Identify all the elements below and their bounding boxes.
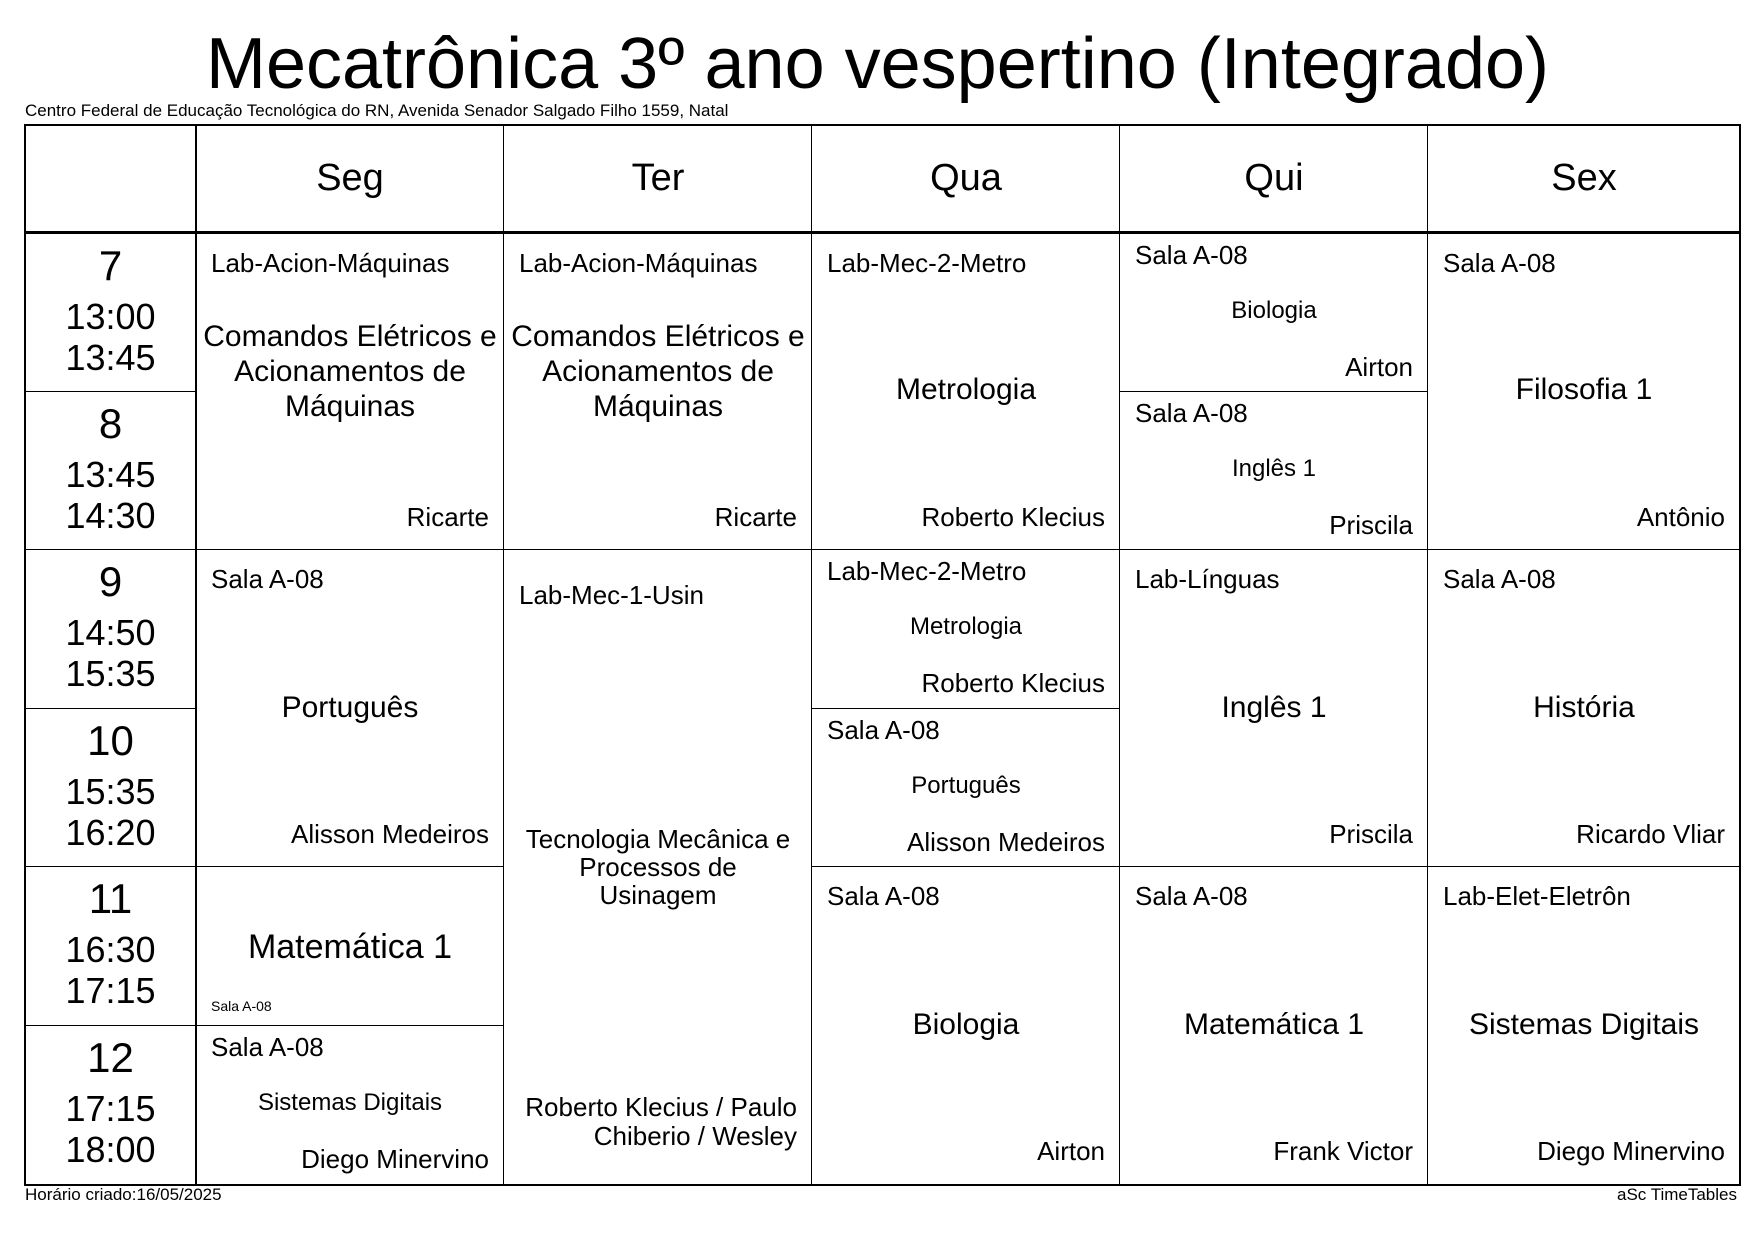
period-start: 16:30 [65,929,156,970]
lesson-subject: Biologia [912,1008,1020,1041]
lesson-cell[interactable] [1120,392,1428,549]
period-start: 14:50 [65,612,156,653]
lesson-room: Lab-Acion-Máquinas [519,248,758,278]
day-header-seg: Seg [316,156,384,199]
lesson-room: Sala A-08 [1135,398,1248,428]
lesson-teacher: Roberto Klecius [921,502,1105,532]
lesson-subject: Matemática 1 [1183,1008,1365,1041]
lesson-subject: Filosofia 1 [1515,373,1653,406]
period-end: 18:00 [65,1129,156,1170]
period-number: 8 [98,400,123,447]
day-header-sex: Sex [1551,156,1617,199]
lesson-subject: Tecnologia Mecânica e Processos de Usinagem [525,824,791,910]
lesson-cell[interactable] [1120,234,1428,391]
lesson-cell[interactable] [812,867,1120,1184]
lesson-teacher: Roberto Klecius / Paulo Chiberio / Wesley [525,1092,797,1151]
lesson-room: Lab-Mec-1-Usin [519,580,704,610]
lesson-subject: Sistemas Digitais [257,1089,443,1116]
lesson-room: Sala A-08 [827,715,940,745]
lesson-subject: Inglês 1 [1231,455,1317,482]
lesson-teacher: Airton [1345,352,1413,382]
lesson-cell[interactable] [812,709,1120,866]
period-end: 17:15 [65,970,156,1011]
period-7 [25,234,196,378]
period-10 [25,709,196,853]
lesson-cell[interactable] [504,550,812,1184]
lesson-room: Sala A-08 [211,564,324,594]
period-number: 9 [98,558,123,605]
lesson-teacher: Ricardo Vliar [1576,819,1725,849]
lesson-cell[interactable] [196,550,504,866]
lesson-subject: História [1533,691,1635,724]
lesson-teacher: Frank Victor [1273,1136,1413,1166]
period-start: 13:00 [65,296,156,337]
lesson-cell[interactable] [504,234,812,549]
lesson-teacher: Airton [1037,1136,1105,1166]
lesson-cell[interactable] [1428,234,1740,549]
lesson-room: Lab-Mec-2-Metro [827,248,1027,278]
lesson-teacher: Diego Minervino [1537,1136,1725,1166]
lesson-cell[interactable] [812,234,1120,549]
lesson-subject: Comandos Elétricos e Acionamentos de Máquinas [511,320,805,423]
lesson-teacher: Alisson Medeiros [907,827,1105,857]
period-number: 7 [98,242,123,289]
lesson-room: Sala A-08 [211,1032,324,1062]
lesson-cell[interactable] [196,234,504,549]
period-12 [25,1026,196,1170]
lesson-cell[interactable] [1120,550,1428,866]
lesson-subject: Português [281,691,419,724]
day-header-ter: Ter [631,156,685,199]
lesson-teacher: Antônio [1636,502,1725,532]
period-start: 15:35 [65,771,156,812]
period-end: 14:30 [65,495,156,536]
day-header-qui: Qui [1244,156,1304,199]
lesson-room: Sala A-08 [827,881,940,911]
period-start: 13:45 [65,454,156,495]
lesson-room: Lab-Acion-Máquinas [211,248,450,278]
period-number: 11 [88,875,133,922]
lesson-subject: Metrologia [909,613,1023,640]
lesson-cell[interactable] [196,1026,504,1184]
day-header-qua: Qua [930,156,1002,199]
period-start: 17:15 [65,1088,156,1129]
period-end: 16:20 [65,812,156,853]
lesson-room: Lab-Línguas [1135,564,1280,594]
lesson-cell[interactable] [1428,867,1740,1184]
lesson-subject: Comandos Elétricos e Acionamentos de Máquinas [203,320,497,423]
lesson-teacher: Ricarte [714,502,797,532]
lesson-teacher: Diego Minervino [301,1144,489,1174]
period-number: 12 [87,1034,134,1081]
period-number: 10 [87,717,134,764]
lesson-room: Sala A-08 [211,998,272,1014]
lesson-room: Sala A-08 [1135,881,1248,911]
lesson-subject: Metrologia [895,373,1037,406]
lesson-teacher: Priscila [1329,510,1413,540]
lesson-room: Sala A-08 [1135,240,1248,270]
lesson-cell[interactable] [196,867,504,1025]
lesson-cell[interactable] [1120,867,1428,1184]
lesson-teacher: Ricarte [406,502,489,532]
lesson-teacher: Alisson Medeiros [291,819,489,849]
lesson-room: Sala A-08 [1443,248,1556,278]
lesson-subject: Biologia [1231,297,1317,324]
school-address: Centro Federal de Educação Tecnológica do RN, Avenida Senador Salgado Filho 1559, Natal [25,101,729,120]
lesson-teacher: Priscila [1329,819,1413,849]
lesson-room: Lab-Elet-Eletrôn [1443,881,1631,911]
created-date: Horário criado:16/05/2025 [25,1185,222,1204]
period-8 [25,392,196,536]
lesson-subject: Matemática 1 [247,928,453,966]
lesson-room: Sala A-08 [1443,564,1556,594]
lesson-teacher: Roberto Klecius [921,668,1105,698]
lesson-cell[interactable] [1428,550,1740,866]
period-end: 15:35 [65,653,156,694]
period-11 [25,867,196,1011]
page-title: Mecatrônica 3º ano vespertino (Integrado) [205,24,1550,104]
lesson-room: Lab-Mec-2-Metro [827,556,1027,586]
lesson-subject: Português [911,772,1021,799]
period-end: 13:45 [65,337,156,378]
period-9 [25,550,196,694]
lesson-subject: Sistemas Digitais [1468,1008,1700,1041]
software-credit: aSc TimeTables [1617,1185,1737,1204]
lesson-cell[interactable] [812,550,1120,708]
lesson-subject: Inglês 1 [1221,691,1327,724]
